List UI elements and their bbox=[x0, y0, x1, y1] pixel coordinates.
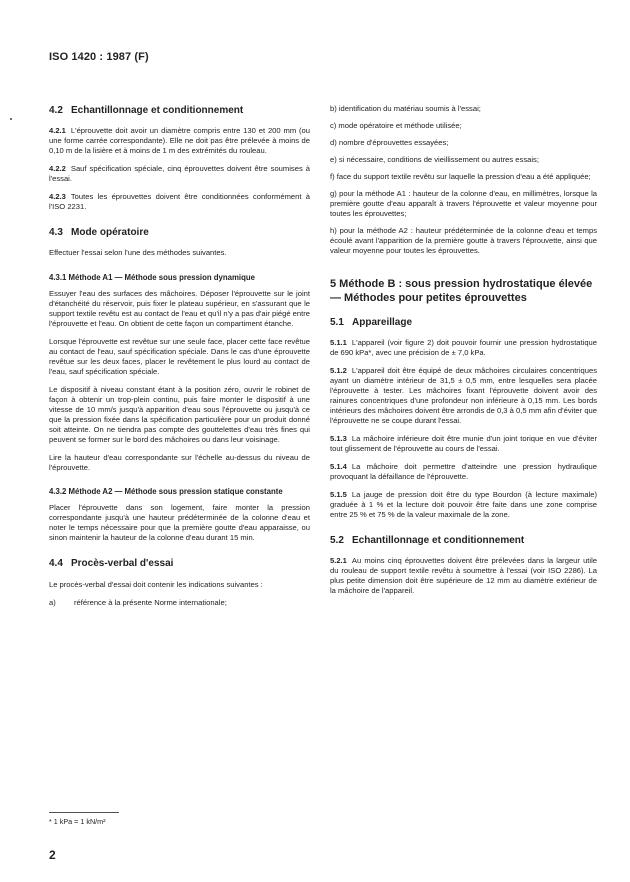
para-text: L'éprouvette doit avoir un diamètre compris entre 130 et 200 mm (ou une forme carrée correspondante). Elle ne doit pas être prélevée à moins de 0,10 m de la lisière et à moins de 1 m des extrémités du rouleau. bbox=[49, 126, 310, 156]
section-title: Echantillonnage et conditionnement bbox=[352, 535, 525, 547]
section-4-3-2-heading: 4.3.2 Méthode A2 — Méthode sous pression statique constante bbox=[49, 487, 283, 497]
para-4-2-3 bbox=[49, 192, 310, 212]
section-4-3-heading bbox=[49, 226, 310, 239]
section-4-3-intro: Effectuer l'essai selon l'une des méthodes suivantes. bbox=[49, 248, 227, 258]
section-number: 4.2 bbox=[49, 105, 63, 116]
section-title: Appareillage bbox=[352, 316, 413, 328]
left-column bbox=[49, 104, 310, 615]
para-4-3-2: Placer l'éprouvette dans son logement, faire monter la pression correspondante jusqu'à une hauteur prédéterminée de la colonne d'eau et noter le temps nécessaire pour que la première goutte d'eau apparaisse, ou sinon maintenir la hauteur de la colonne d'eau durant 15 min. bbox=[49, 503, 310, 543]
list-item-e: e) si nécessaire, conditions de vieillissement ou autres essais; bbox=[330, 155, 539, 165]
para-4-2-1 bbox=[49, 126, 310, 156]
section-number: 5.2 bbox=[330, 535, 344, 547]
para-text: Toutes les éprouvettes doivent être conditionnées conformément à l'ISO 2231. bbox=[49, 192, 310, 212]
para-number: 5.1.2 bbox=[330, 365, 347, 375]
para-number: 5.1.3 bbox=[330, 434, 347, 444]
section-number: 4.3 bbox=[49, 227, 63, 239]
section-5-heading: 5 Méthode B : sous pression hydrostatique élevée — Méthodes pour petites éprouvettes bbox=[330, 278, 593, 305]
list-item-h: h) pour la méthode A2 : hauteur prédéterminée de la colonne d'eau et temps écoulé avant l'apparition de la première goutte à travers l'éprouvette, ainsi que valeur moyenne pour toutes les éprouvettes. bbox=[330, 226, 597, 256]
footnote: * 1 kPa = 1 kN/m² bbox=[49, 817, 106, 826]
list-item-g: g) pour la méthode A1 : hauteur de la colonne d'eau, en millimètres, lorsque la première goutte d'eau apparaît à travers l'éprouvette et valeur moyenne pour toutes les éprouvettes; bbox=[330, 189, 597, 219]
section-5-1-heading bbox=[330, 316, 597, 329]
para-4-3-1-b: Lorsque l'éprouvette est revêtue sur une seule face, placer cette face revêtue au contact de l'eau, sauf spécification spéciale. Dans le cas d'une éprouvette revêtue sur les deux faces, placer le revêtement le plus lourd au contact de l'eau, sauf spécification spéciale. bbox=[49, 336, 310, 376]
para-4-3-1-c: Le dispositif à niveau constant étant à la position zéro, ouvrir le robinet de façon à obtenir un trop-plein continu, puis faire monter le dispositif à une vitesse de 10 mm/s jusqu'à apparition d'eau sous l'éprouvette ou jusqu'à ce que la pression fixée dans la spécification particulière pour un produit donné soit atteinte. On ne tiendra pas compte des gouttelettes d'eau très fines qui peuvent se former sur le bord des mâchoires ou dans leur voisinage. bbox=[49, 384, 310, 444]
section-title: Mode opératoire bbox=[71, 227, 149, 239]
list-item-c: c) mode opératoire et méthode utilisée; bbox=[330, 121, 462, 131]
para-text: L'appareil (voir figure 2) doit pouvoir fournir une pression hydrostatique de 690 kPa*, avec une précision de ± 7,0 kPa. bbox=[330, 337, 597, 357]
para-text: La jauge de pression doit être du type Bourdon (à lecture maximale) graduée à 1 % et la lecture doit pouvoir être faite dans une zone comprise entre 25 % et 75 % de la valeur maximale de la zone. bbox=[330, 490, 597, 520]
para-4-2-2 bbox=[49, 164, 310, 184]
section-4-4-heading bbox=[49, 557, 310, 570]
list-label: a) bbox=[49, 597, 56, 607]
right-column bbox=[330, 104, 597, 604]
para-number: 5.1.1 bbox=[330, 337, 347, 347]
para-number: 4.2.3 bbox=[49, 192, 66, 202]
para-5-2-1 bbox=[330, 556, 597, 596]
para-number: 4.2.1 bbox=[49, 126, 66, 136]
section-4-3-1-heading: 4.3.1 Méthode A1 — Méthode sous pression dynamique bbox=[49, 272, 255, 282]
section-number: 4.4 bbox=[49, 558, 63, 570]
document-header: ISO 1420 : 1987 (F) bbox=[49, 51, 149, 63]
para-text: La mâchoire inférieure doit être munie d'un joint torique en vue d'éviter tout glissement de l'éprouvette au cours de l'essai. bbox=[330, 434, 597, 454]
para-number: 5.1.4 bbox=[330, 462, 347, 472]
page-number: 2 bbox=[49, 848, 56, 862]
list-item-f: f) face du support textile revêtu sur laquelle la pression d'eau a été appliquée; bbox=[330, 172, 591, 182]
section-number: 5.1 bbox=[330, 316, 344, 328]
para-number: 5.1.5 bbox=[330, 490, 347, 500]
section-title: Procès-verbal d'essai bbox=[71, 558, 174, 570]
para-5-1-3 bbox=[330, 434, 597, 454]
para-text: La mâchoire doit permettre d'atteindre une pression hydraulique provoquant la défaillance de l'éprouvette. bbox=[330, 462, 597, 482]
para-5-1-2 bbox=[330, 366, 597, 426]
section-5-2-heading bbox=[330, 534, 597, 547]
para-5-1-1 bbox=[330, 338, 597, 358]
para-text: Au moins cinq éprouvettes doivent être prélevées dans la largeur utile du rouleau de support textile revêtu à soumettre à l'essai (voir ISO 2286). La plus petite dimension doit être supérieure de 12 mm au diamètre extérieur de la mâchoire de l'appareil. bbox=[330, 556, 597, 596]
list-item-b: b) identification du matériau soumis à l'essai; bbox=[330, 104, 481, 113]
section-title: Echantillonnage et conditionnement bbox=[71, 105, 244, 116]
section-4-2-heading bbox=[49, 104, 310, 117]
para-text: L'appareil doit être équipé de deux mâchoires circulaires concentriques ayant un diamètre intérieur de 31,5 ± 0,5 mm, entre lesquelles sera placée l'éprouvette à tester. Les mâchoires fixant l'éprouvette doivent avoir des rainures concentriques d'une profondeur non inférieure à 0,15 mm. Les bords intérieurs des mâchoires doivent être arrondis de 0,3 à 0,5 mm afin d'éviter que l'éprouvette ne se coupe durant l'essai. bbox=[330, 365, 597, 426]
section-4-4-intro: Le procès-verbal d'essai doit contenir les indications suivantes : bbox=[49, 579, 263, 589]
para-5-1-5 bbox=[330, 490, 597, 520]
margin-mark bbox=[10, 118, 12, 120]
para-text: Sauf spécification spéciale, cinq éprouvettes doivent être soumises à l'essai. bbox=[49, 164, 310, 184]
para-number: 5.2.1 bbox=[330, 556, 347, 566]
list-item-d: d) nombre d'éprouvettes essayées; bbox=[330, 138, 449, 148]
para-4-3-1-a: Essuyer l'eau des surfaces des mâchoires. Déposer l'éprouvette sur le joint d'étanchéité du réservoir, puis fixer le plateau supérieur, en s'assurant que le support textile revêtu est au contact de l'eau et qu'il n'y a pas d'air piégé entre l'éprouvette et l'eau. On obtient de cette façon un compartiment étanche. bbox=[49, 288, 310, 328]
list-text: référence à la présente Norme internationale; bbox=[74, 597, 227, 607]
para-number: 4.2.2 bbox=[49, 164, 66, 174]
list-item-a bbox=[49, 598, 310, 608]
para-4-3-1-d: Lire la hauteur d'eau correspondante sur l'échelle au-dessus du niveau de l'éprouvette. bbox=[49, 453, 310, 473]
footnote-rule bbox=[49, 812, 119, 813]
para-5-1-4 bbox=[330, 462, 597, 482]
